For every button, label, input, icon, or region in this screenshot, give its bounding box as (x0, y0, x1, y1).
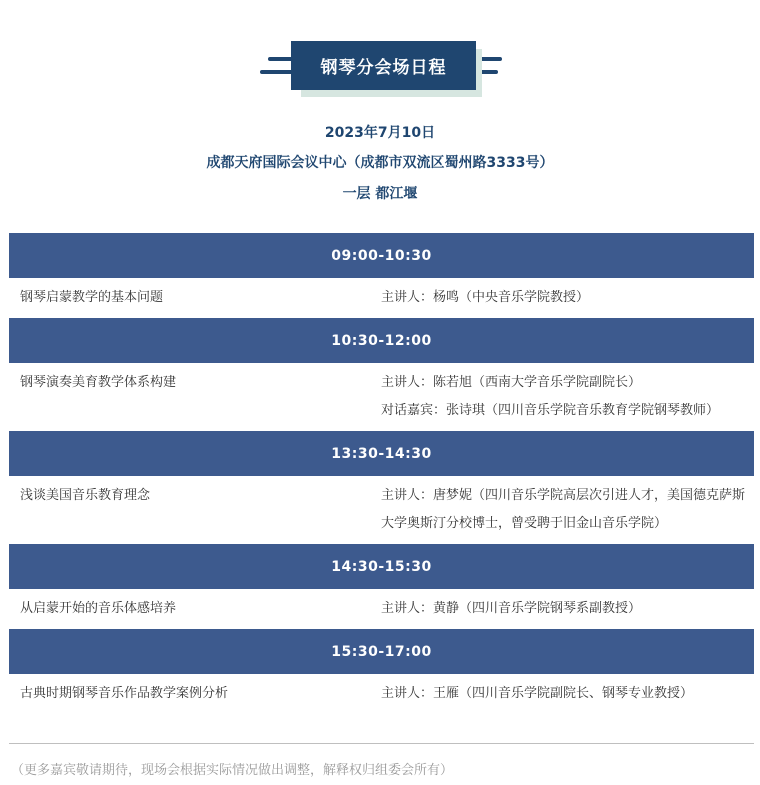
session-topic: 钢琴演奏美育教学体系构建 (20, 375, 177, 390)
footer-divider (9, 743, 754, 744)
session-topic: 古典时期钢琴音乐作品教学案例分析 (20, 686, 229, 701)
session-time-bar: 15:30-17:00 (9, 629, 754, 674)
session-topic: 从启蒙开始的音乐体感培养 (20, 601, 177, 616)
session-topic: 钢琴启蒙教学的基本问题 (20, 290, 164, 305)
session-time-bar: 14:30-15:30 (9, 544, 754, 589)
session-speakers (381, 680, 754, 708)
speaker-line: 主讲人：唐梦妮（四川音乐学院高层次引进人才，美国德克萨斯大学奥斯汀分校博士，曾受聘于旧金山音乐学院） (381, 488, 746, 531)
speaker-line: 主讲人：陈若旭（西南大学音乐学院副院长） (381, 375, 642, 390)
speaker-line: 主讲人：杨鸣（中央音乐学院教授） (381, 290, 590, 305)
session-speakers (381, 595, 754, 623)
session-row (9, 674, 754, 714)
session-time-bar: 13:30-14:30 (9, 431, 754, 476)
footnote: （更多嘉宾敬请期待，现场会根据实际情况做出调整，解释权归组委会所有） (11, 763, 454, 778)
event-room: 一层 都江堰 (342, 186, 418, 202)
session-row (9, 589, 754, 629)
session-speakers (381, 284, 754, 312)
speaker-line: 主讲人：王雁（四川音乐学院副院长、钢琴专业教授） (381, 686, 694, 701)
event-venue: 成都天府国际会议中心（成都市双流区蜀州路3333号） (206, 155, 554, 171)
session-row (9, 476, 754, 544)
header (0, 0, 760, 110)
session-speakers (381, 369, 754, 425)
session-time-bar: 10:30-12:00 (9, 318, 754, 363)
session-topic: 浅谈美国音乐教育理念 (20, 488, 151, 503)
session-speakers (381, 482, 754, 538)
speaker-line: 主讲人：黄静（四川音乐学院钢琴系副教授） (381, 601, 642, 616)
session-row (9, 278, 754, 318)
session-time-bar: 09:00-10:30 (9, 233, 754, 278)
speaker-line: 对话嘉宾：张诗琪（四川音乐学院音乐教育学院钢琴教师） (381, 403, 720, 418)
page-title: 钢琴分会场日程 (291, 41, 476, 90)
session-row (9, 363, 754, 431)
schedule-table (9, 233, 754, 714)
event-date: 2023年7月10日 (324, 125, 436, 141)
